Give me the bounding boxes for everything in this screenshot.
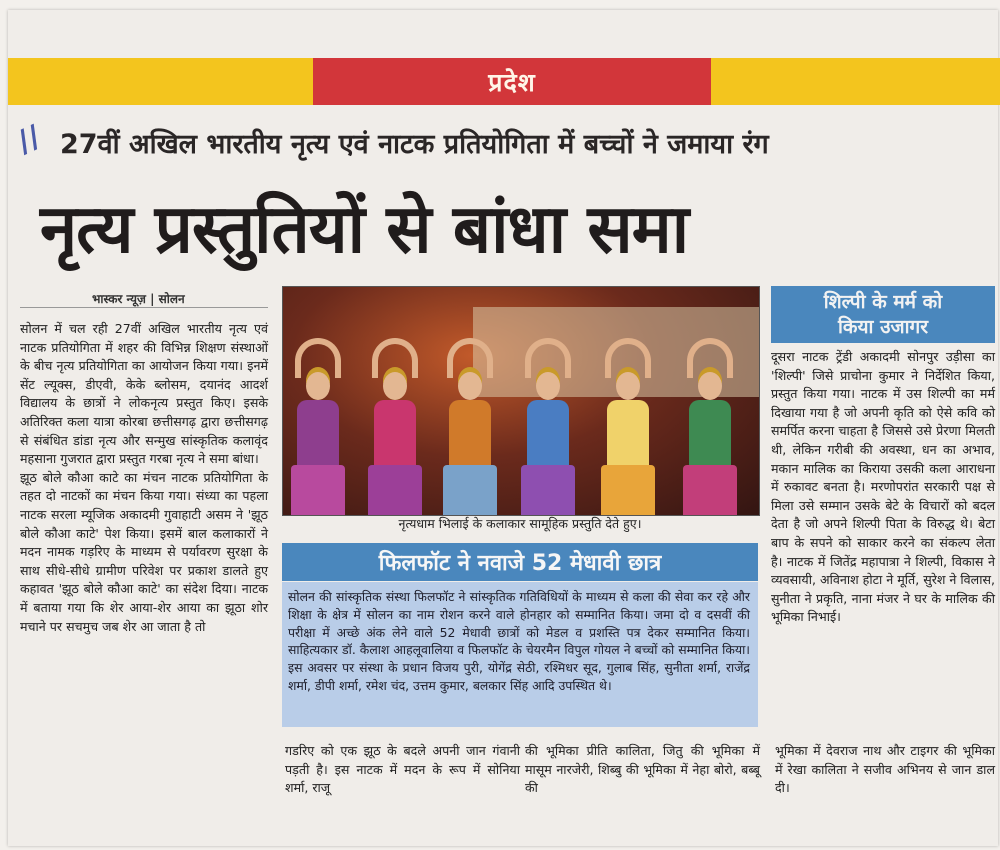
dancer-figure bbox=[683, 330, 737, 516]
photo-caption: नृत्यधाम भिलाई के कलाकार सामूहिक प्रस्तुति देते हुए। bbox=[398, 516, 642, 531]
left-column-paragraph: सोलन में चल रही 27वीं अखिल भारतीय नृत्य एवं नाटक प्रतियोगिता में शहर की विभिन्न शिक्षण संस्थाओं के बीच नृत्य प्रतियोगिता का आयोजन किया गया। इनमें सेंट ल्यूक्स, डीएवी, केके ब्लोसम, दयानंद आदर्श विद्यालय के छात्रों ने लोकनृत्य प्रस्तुत किए। इसके अतिरिक्त कला यात्रा कोरबा छत्तीसगढ़ द्वारा छत्तीसगढ़ से संबंधित डांडा नृत्य और सन्मुख सांस्कृतिक कलावृंद महसाना गुजरात द्वारा प्रस्तुत गरबा नृत्य ने समा बांधा। bbox=[20, 321, 268, 467]
byline: भास्कर न्यूज़ | सोलन bbox=[92, 292, 185, 306]
dancer-figure bbox=[291, 330, 345, 516]
article-headline: नृत्य प्रस्तुतियों से बांधा समा bbox=[40, 190, 689, 268]
sidebar-story-text: सोलन की सांस्कृतिक संस्था फिलफॉट ने सांस्कृतिक गतिविधियों के माध्यम से कला की सेवा कर रहे और शिक्षा के क्षेत्र में सोलन का नाम रोशन करने वाले होनहार को सम्मानित किया। जमा दो व दसवीं की परीक्षा में अच्छे अंक लेने वाले 52 मेधावी छात्रों को मेडल व प्रशस्ति पत्र देकर सम्मानित किया। साहित्यकार डॉ. कैलाश आहलूवालिया व फिलफॉट के चेयरमैन विपुल गोयल ने बच्चों को सम्मानित किया। इस अवसर पर संस्था के प्रधान विजय पुरी, योगेंद्र सेठी, रश्मिधर सूद, गुलाब सिंह, सुनीता शर्मा, राजेंद्र शर्मा, डीपी शर्मा, रमेश चंद, उत्तम कुमार, बलकार सिंह आदि उपस्थित थे। bbox=[288, 589, 750, 693]
right-story-heading-line: शिल्पी के मर्म को bbox=[823, 290, 943, 313]
sidebar-story-heading: फिलफॉट ने नवाजे 52 मेधावी छात्र bbox=[282, 543, 758, 581]
byline-divider bbox=[20, 307, 268, 308]
article-kicker: 27वीं अखिल भारतीय नृत्य एवं नाटक प्रतियोगिता में बच्चों ने जमाया रंग bbox=[60, 129, 769, 160]
bottom-column: की भूमिका प्रीति कालिता, जितु की भूमिका में मासूम नारजेरी, शिब्बु की भूमिका में नेहा बोरो, बब्बू की bbox=[525, 743, 760, 796]
dancer-figure bbox=[443, 330, 497, 516]
bottom-column: भूमिका में देवराज नाथ और टाइगर की भूमिका में रेखा कालिता ने सजीव अभिनय से जान डाल दी। bbox=[775, 743, 995, 796]
right-story-heading bbox=[771, 286, 995, 343]
dance-photo bbox=[282, 286, 760, 516]
section-band-center bbox=[313, 58, 711, 105]
section-band-right bbox=[711, 58, 1000, 105]
bottom-column: गडरिए को एक झूठ के बदले अपनी जान गंवानी पड़ती है। इस नाटक में मदन के रूप में सोनिया शर्मा, राजू bbox=[285, 743, 520, 796]
dancer-figure bbox=[601, 330, 655, 516]
right-story-heading-line: किया उजागर bbox=[838, 315, 928, 338]
section-band-left bbox=[8, 58, 313, 105]
section-title: प्रदेश bbox=[488, 67, 536, 97]
right-story-text: दूसरा नाटक ट्रेंडी अकादमी सोनपुर उड़ीसा का 'शिल्पी' जिसे प्राचोना कुमार ने निर्देशित किया, प्रस्तुत किया गया। नाटक में उस शिल्पी का मर्म दिखाया गया है जो अपनी कृति को ऐसे कवि को समर्पित करना चाहता है जिससे उसे प्रेरणा मिलती थी, लेकिन गरीबी की अवस्था, धन का अभाव, मकान मालिक का किराया उसकी कला आराधना में रुकावट बनता है। मरणोपरांत सरकारी पक्ष से मिला उसे सम्मान उसके बेटे के विचारों को बदल देता है जो अपने शिल्पी पिता के विरुद्ध थे। बेटा बाप के सपने को साकार करने का संकल्प लेता है। नाटक में जितेंद्र महापात्रा ने शिल्पी, विकास ने व्यवसायी, अविनाश होटा ने मूर्ति, सुरेश ने विलास, सुनीता ने प्रकृति, नाना मंजर ने घर के मालिक की भूमिका निभाई। bbox=[771, 349, 996, 625]
left-column-paragraph: झूठ बोले कौआ काटे का मंचन नाटक प्रतियोगिता के तहत दो नाटकों का मंचन किया गया। संध्या का पहला नाटक सरला म्यूजिक अकादमी गुवाहाटी असम ने 'झूठ बोले कौआ काटे' पेश किया। इसमें बाल कलाकारों ने मदन नामक गड़रिए के माध्यम से पर्यावरण सुरक्षा के साथ सीधे-सीधे ग्रामीण परिवेश पर प्रकाश डालते हुए कहावत 'झूठ बोले कौआ काटे' का संदेश दिया। नाटक में बताया गया कि शेर आया-शेर आया का झूठा शोर मचाने पर सचमुच जब शेर आ जाता है तो bbox=[20, 469, 268, 634]
sidebar-story-box bbox=[282, 582, 758, 727]
dancer-figure bbox=[521, 330, 575, 516]
pen-mark: // bbox=[11, 119, 47, 160]
left-column bbox=[20, 320, 268, 815]
dancer-figure bbox=[368, 330, 422, 516]
